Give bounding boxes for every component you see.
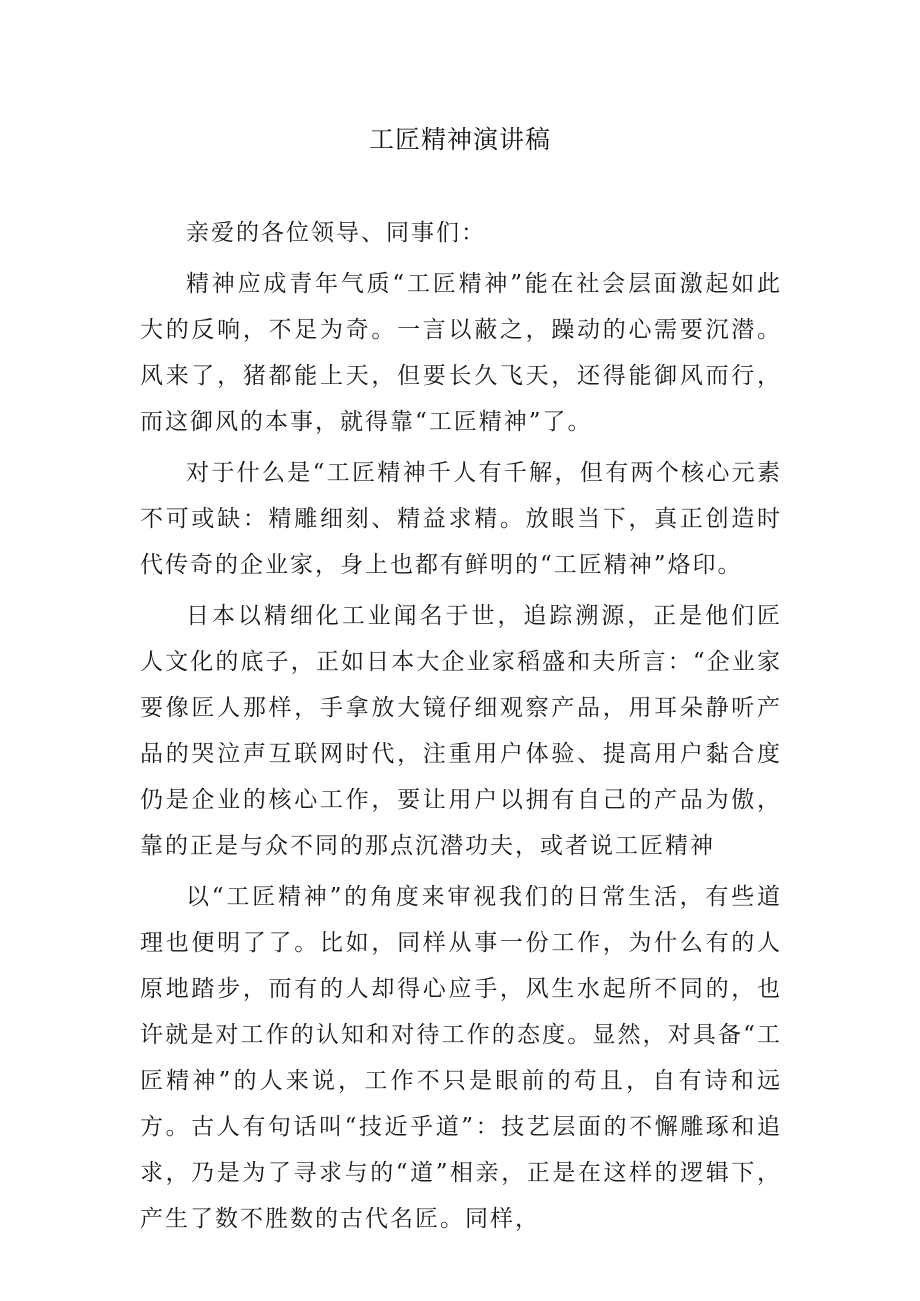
paragraph: 日本以精细化工业闻名于世，追踪溯源，正是他们匠人文化的底子，正如日本大企业家稻盛和夫所言：“企业家要像匠人那样，手拿放大镜仔细观察产品，用耳朵静听产品的哭泣声互联网时代，注重用户体验、提高用户黏合度仍是企业的核心工作，要让用户以拥有自己的产品为傲，靠的正是与众不同的那点沉潜功夫，或者说工匠精神 xyxy=(140,603,782,859)
paragraph: 精神应成青年气质“工匠精神”能在社会层面激起如此大的反响，不足为奇。一言以蔽之，躁动的心需要沉潜。风来了，猪都能上天，但要长久飞天，还得能御风而行，而这御风的本事，就得靠“工匠精神”了。 xyxy=(140,271,782,435)
paragraph-salutation: 亲爱的各位领导、同事们： xyxy=(186,220,486,246)
paragraph: 对于什么是“工匠精神千人有千解，但有两个核心元素不可或缺：精雕细刻、精益求精。放眼当下，真正创造时代传奇的企业家，身上也都有鲜明的“工匠精神”烙印。 xyxy=(140,460,782,578)
document-title: 工匠精神演讲稿 xyxy=(368,125,551,154)
paragraph: 以“工匠精神”的角度来审视我们的日常生活，有些道理也便明了了。比如，同样从事一份工作，为什么有的人原地踏步，而有的人却得心应手，风生水起所不同的，也许就是对工作的认知和对待工作的态度。显然，对具备“工匠精神”的人来说，工作不只是眼前的苟且，自有诗和远方。古人有句话叫“技近乎道”：技艺层面的不懈雕琢和追求，乃是为了寻求与的“道”相亲，正是在这样的逻辑下，产生了数不胜数的古代名匠。同样， xyxy=(140,884,782,1232)
document-body xyxy=(140,210,782,1242)
